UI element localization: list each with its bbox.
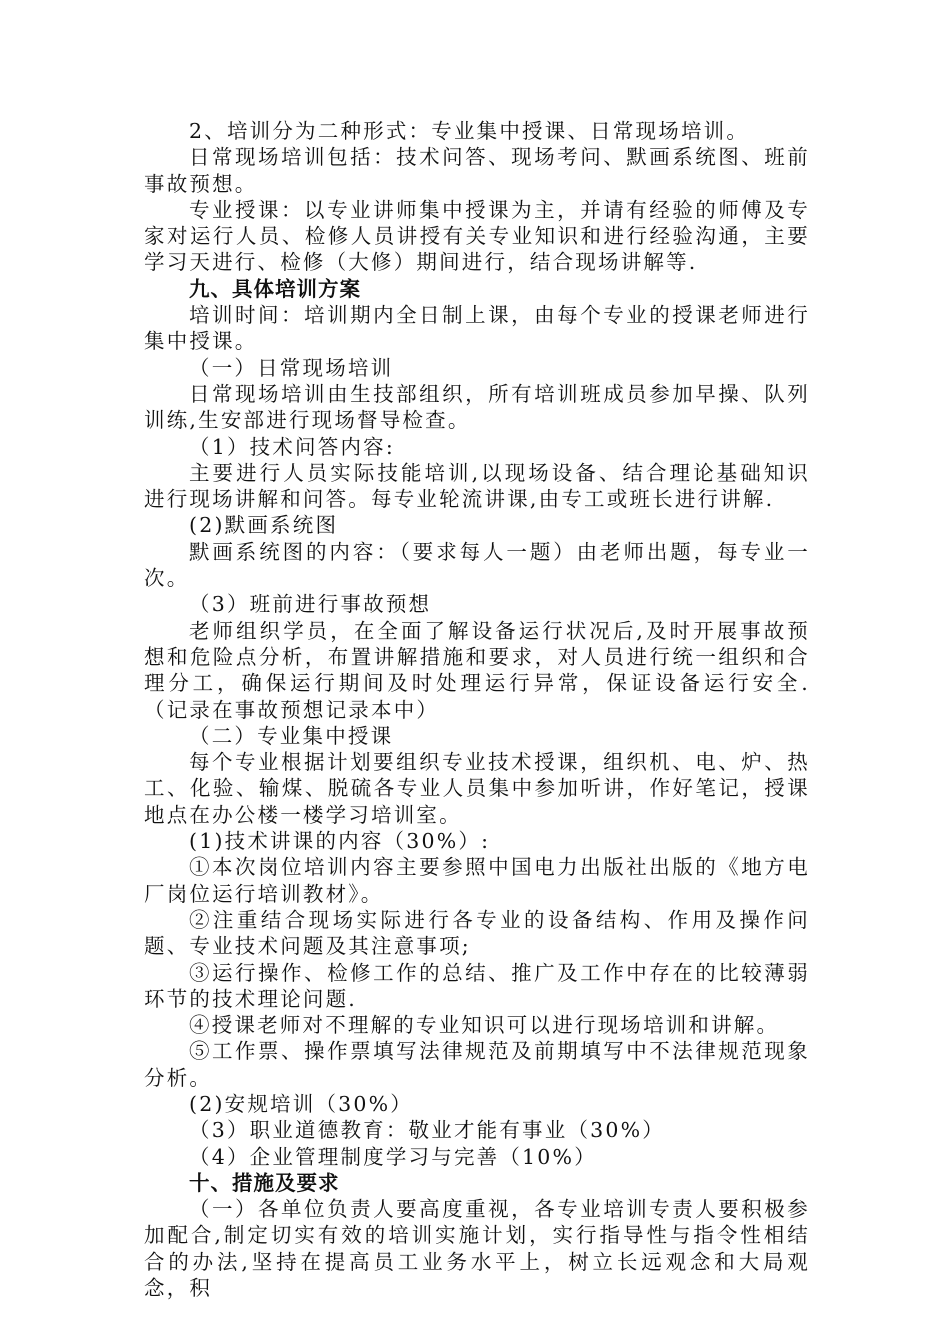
document-body (144, 118, 810, 1301)
paragraph: ⑤工作票、操作票填写法律规范及前期填写中不法律规范现象分析。 (144, 1039, 810, 1090)
paragraph: ②注重结合现场实际进行各专业的设备结构、作用及操作问题、专业技术问题及其注意事项; (144, 907, 810, 959)
paragraph: ④授课老师对不理解的专业知识可以进行现场培训和讲解。 (189, 1013, 780, 1038)
paragraph: （二）专业集中授课 (189, 723, 394, 748)
paragraph: 日常现场培训由生技部组织，所有培训班成员参加早操、队列训练,生安部进行现场督导检查。 (144, 381, 810, 433)
paragraph: 默画系统图的内容：（要求每人一题）由老师出题，每专业一次。 (144, 539, 810, 591)
paragraph: 培训时间：培训期内全日制上课，由每个专业的授课老师进行集中授课。 (144, 303, 810, 354)
paragraph: （一）日常现场培训 (189, 355, 394, 380)
paragraph: ③运行操作、检修工作的总结、推广及工作中存在的比较薄弱环节的技术理论问题. (144, 960, 810, 1011)
paragraph: (2)默画系统图 (189, 513, 339, 538)
section-heading: 九、具体培训方案 (189, 276, 361, 301)
paragraph: 主要进行人员实际技能培训,以现场设备、结合理论基础知识进行现场讲解和问答。每专业轮流讲课,由专工或班长进行讲解. (144, 460, 810, 512)
paragraph: 2、培训分为二种形式：专业集中授课、日常现场培训。 (189, 119, 750, 143)
paragraph: ①本次岗位培训内容主要参照中国电力出版社出版的《地方电厂岗位运行培训教材》。 (144, 855, 810, 906)
section-heading: 十、措施及要求 (189, 1170, 340, 1195)
paragraph: (1)技术讲课的内容（30%）: (189, 829, 491, 854)
paragraph: （4）企业管理制度学习与完善（10%） (189, 1144, 597, 1169)
paragraph: (2)安规培训（30%） (189, 1091, 414, 1116)
paragraph: 专业授课：以专业讲师集中授课为主，并请有经验的师傅及专家对运行人员、检修人员讲授有关专业知识和进行经验沟通，主要学习天进行、检修（大修）期间进行，结合现场讲解等. (144, 197, 810, 275)
paragraph: （1）技术问答内容: (189, 434, 395, 459)
paragraph: （一）各单位负责人要高度重视，各专业培训专责人要积极参加配合,制定切实有效的培训实施计划，实行指导性与指令性相结合的办法,坚持在提高员工业务水平上，树立长远观念和大局观念，积 (144, 1197, 810, 1301)
paragraph: 每个专业根据计划要组织专业技术授课，组织机、电、炉、热工、化验、输煤、脱硫各专业人员集中参加听讲，作好笔记，授课地点在办公楼一楼学习培训室。 (144, 750, 810, 827)
paragraph: （3）班前进行事故预想 (189, 592, 432, 617)
paragraph: （3）职业道德教育：敬业才能有事业（30%） (189, 1118, 666, 1143)
paragraph: 老师组织学员，在全面了解设备运行状况后,及时开展事故预想和危险点分析，布置讲解措施和要求，对人员进行统一组织和合理分工，确保运行期间及时处理运行异常，保证设备运行安全.（记录在事故预想记录本中） (144, 618, 810, 722)
paragraph: 日常现场培训包括：技术问答、现场考问、默画系统图、班前事故预想。 (144, 145, 810, 196)
